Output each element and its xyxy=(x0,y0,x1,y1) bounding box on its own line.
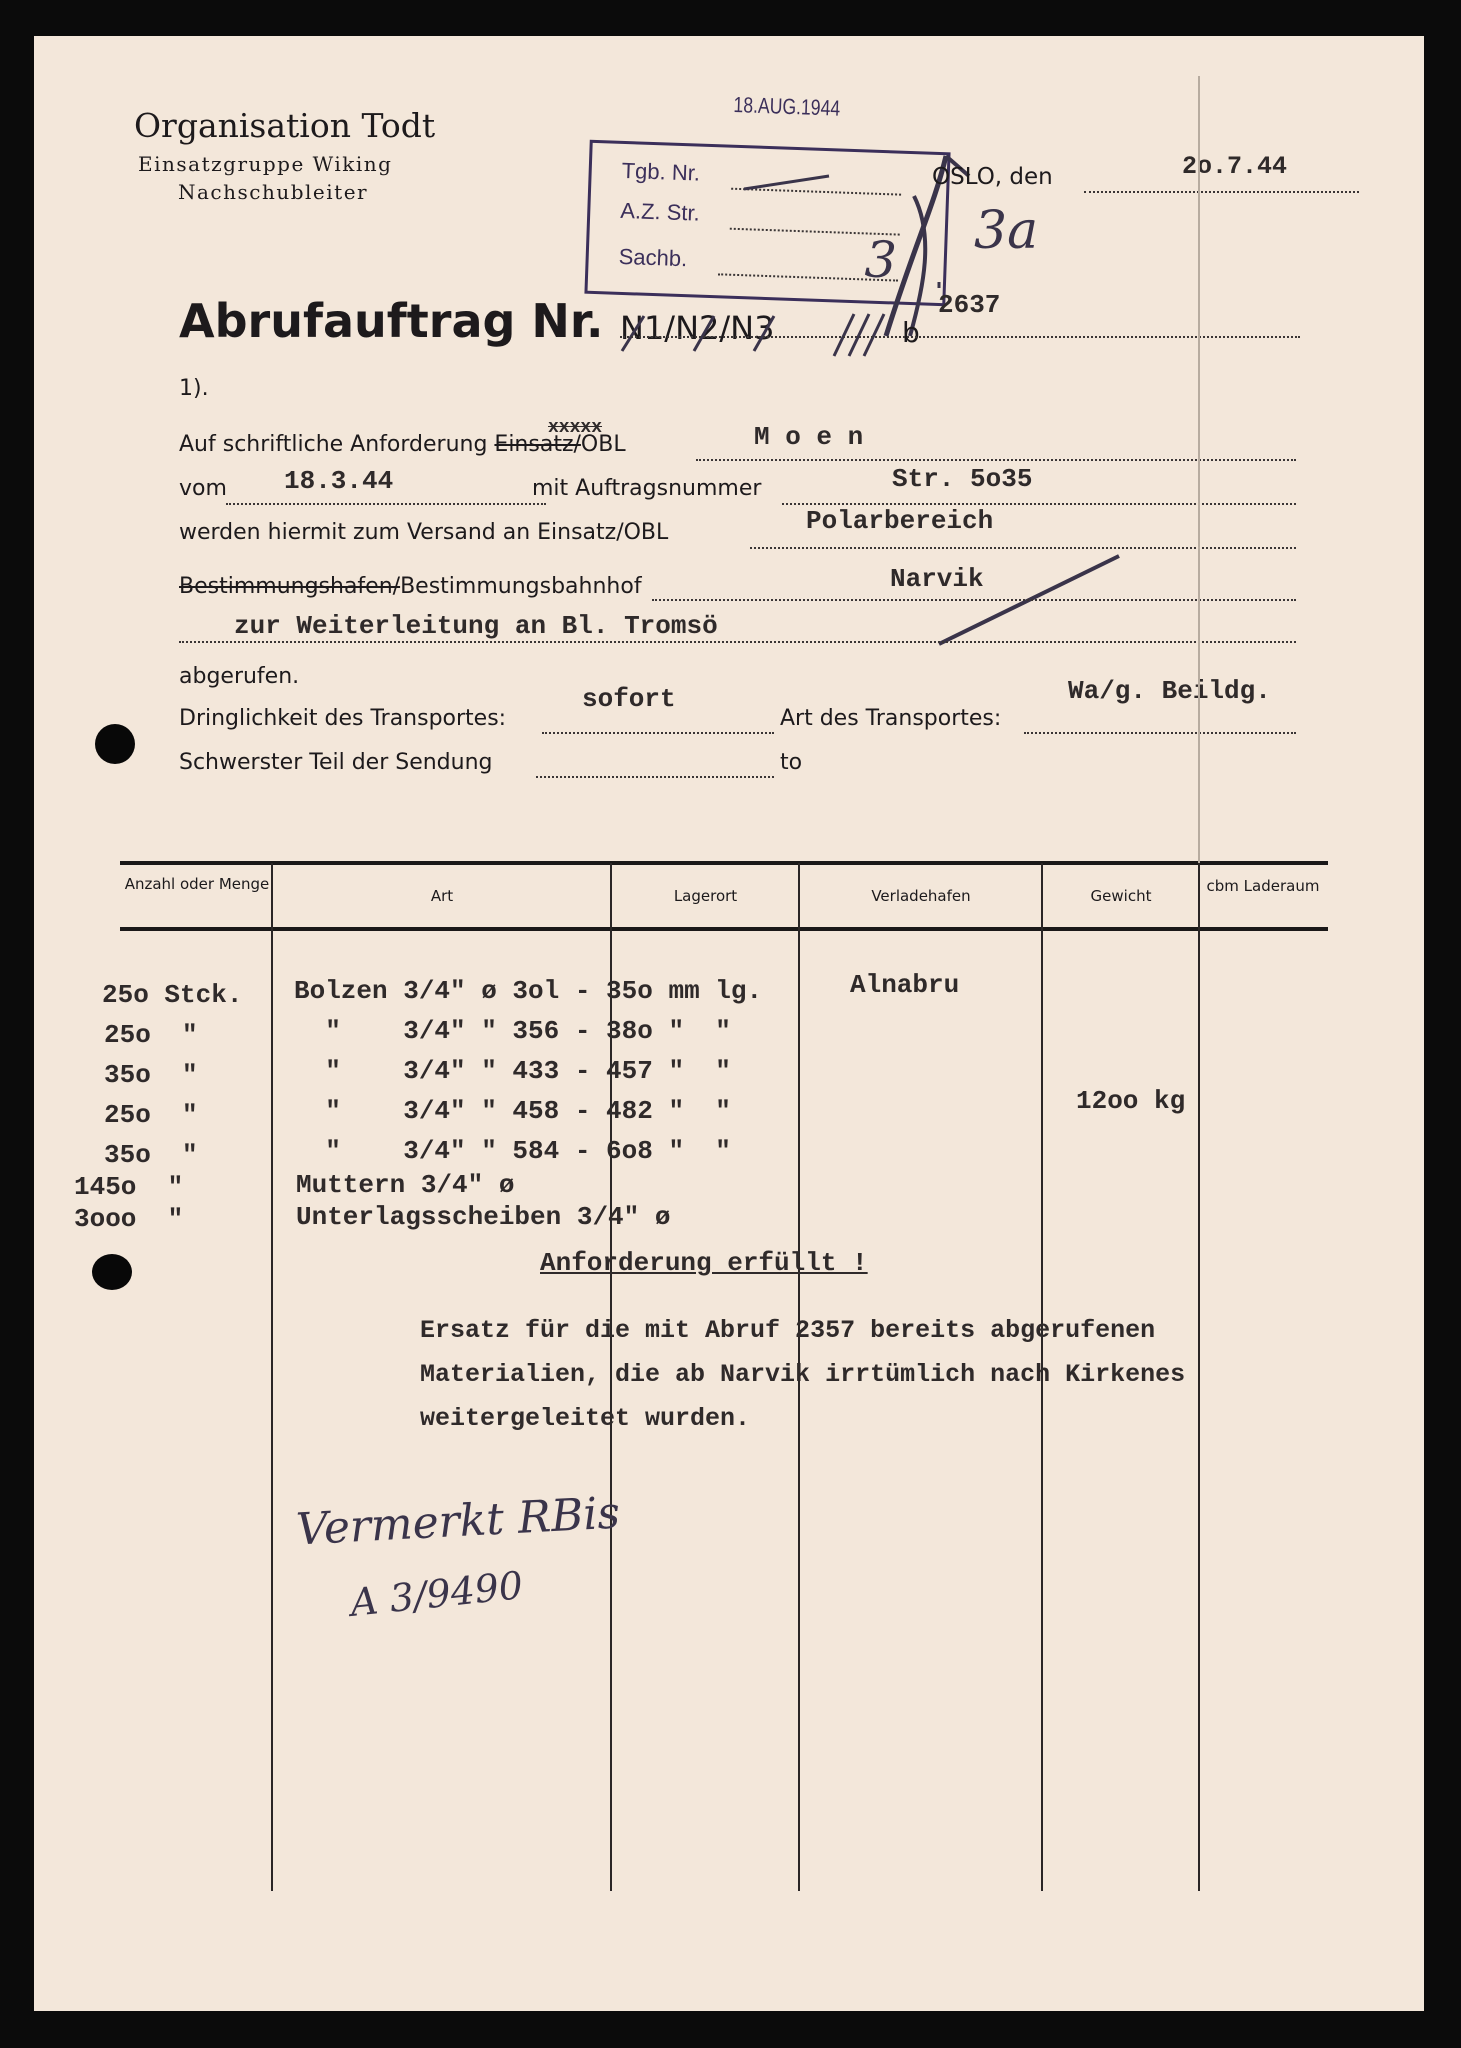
row-7-qty: 3ooo " xyxy=(74,1204,184,1234)
schwerster-unit: to xyxy=(780,750,803,775)
anforderung-obl: OBL xyxy=(580,432,626,457)
header-anzahl: Anzahl oder Menge xyxy=(124,875,270,893)
stamp-sachb-value: 3 xyxy=(863,230,898,290)
row-6-qty: 145o " xyxy=(74,1172,184,1202)
row-5-art: " 3/4" " 584 - 6o8 " " xyxy=(294,1136,731,1166)
row-1-art: Bolzen 3/4" ø 3ol - 35o mm lg. xyxy=(294,976,763,1006)
punch-hole-top xyxy=(95,724,135,764)
abgerufen-label: abgerufen. xyxy=(179,664,300,689)
handwritten-3a: 3a xyxy=(974,201,1039,261)
header-verladehafen: Verladehafen xyxy=(871,887,971,905)
order-prefix: b xyxy=(902,316,920,349)
row-2-qty: 25o " xyxy=(104,1020,198,1050)
row-3-qty: 35o " xyxy=(104,1060,198,1090)
hafen-struck: Bestimmungshafen/ xyxy=(179,574,401,599)
vom-label: vom xyxy=(179,476,227,501)
anforderung-typed-x: xxxxx xyxy=(548,418,603,438)
row-2-art: " 3/4" " 356 - 38o " " xyxy=(294,1016,731,1046)
handwritten-aktenzeichen: A 3/9490 xyxy=(348,1563,526,1625)
anforderung-label: Auf schriftliche Anforderung xyxy=(179,432,488,457)
date-value: 2o.7.44 xyxy=(1182,152,1288,181)
ersatz-line-2: Materialien, die ab Narvik irrtümlich nach Kirkenes xyxy=(420,1360,1186,1389)
row-1-qty: 25o Stck. xyxy=(102,980,243,1010)
anforderung-struck: Einsatz/ xyxy=(494,432,581,457)
auftragsnummer-label: mit Auftragsnummer xyxy=(532,476,762,501)
row-6-art: Muttern 3/4" ø xyxy=(296,1170,515,1200)
stamp-date: 18.AUG.1944 xyxy=(733,92,841,121)
versand-value: Polarbereich xyxy=(806,506,994,536)
header-lagerort: Lagerort xyxy=(673,887,738,905)
bahnhof-label: Bestimmungsbahnhof xyxy=(400,574,642,599)
row-4-art: " 3/4" " 458 - 482 " " xyxy=(294,1096,731,1126)
handwritten-vermerk: Vermerkt RBis xyxy=(294,1487,622,1556)
header-cbm: cbm Laderaum xyxy=(1206,877,1320,895)
ersatz-line-3: weitergeleitet wurden. xyxy=(420,1404,751,1433)
header-gewicht: Gewicht xyxy=(1090,887,1152,905)
document-page xyxy=(34,36,1424,2011)
footnote-ref: 1). xyxy=(179,376,209,401)
order-series: N1/N2/N3 xyxy=(620,309,775,347)
row-5-qty: 35o " xyxy=(104,1140,198,1170)
letterhead-nachschubleiter: Nachschubleiter xyxy=(178,180,369,204)
weiterleitung-value: zur Weiterleitung an Bl. Tromsö xyxy=(234,611,718,641)
place-label: OSLO, den xyxy=(932,164,1053,190)
row-1-lagerort: Alnabru xyxy=(850,970,960,1000)
order-title: Abrufauftrag Nr. xyxy=(179,294,604,348)
row-4-qty: 25o " xyxy=(104,1100,198,1130)
schwerster-label: Schwerster Teil der Sendung xyxy=(179,750,493,775)
punch-hole-bottom xyxy=(92,1254,132,1290)
stamp-tgb-label: Tgb. Nr. xyxy=(621,157,701,186)
row-3-art: " 3/4" " 433 - 457 " " xyxy=(294,1056,731,1086)
order-number: 2637 xyxy=(938,290,1001,320)
auftragsnummer-value: Str. 5o35 xyxy=(892,464,1033,494)
row-4-gewicht: 12oo kg xyxy=(1076,1086,1186,1116)
art-value: Wa/g. Beildg. xyxy=(1068,676,1271,706)
versand-label: werden hiermit zum Versand an Einsatz/OBL xyxy=(179,520,669,545)
vom-value: 18.3.44 xyxy=(284,466,394,496)
note-heading: Anforderung erfüllt ! xyxy=(540,1248,868,1278)
ersatz-line-1: Ersatz für die mit Abruf 2357 bereits abgerufenen xyxy=(420,1316,1156,1345)
anforderung-value: M o e n xyxy=(754,422,864,452)
stamp-sachb-label: Sachb. xyxy=(618,243,688,272)
header-art: Art xyxy=(430,887,454,905)
letterhead-organisation: Organisation Todt xyxy=(134,106,436,145)
art-label: Art des Transportes: xyxy=(780,706,1002,731)
dringlichkeit-label: Dringlichkeit des Transportes: xyxy=(179,706,507,731)
dringlichkeit-value: sofort xyxy=(582,684,676,714)
bahnhof-value: Narvik xyxy=(890,564,984,594)
row-7-art: Unterlagsscheiben 3/4" ø xyxy=(296,1202,671,1232)
stamp-az-label: A.Z. Str. xyxy=(619,197,701,226)
letterhead-einsatzgruppe: Einsatzgruppe Wiking xyxy=(138,152,393,176)
